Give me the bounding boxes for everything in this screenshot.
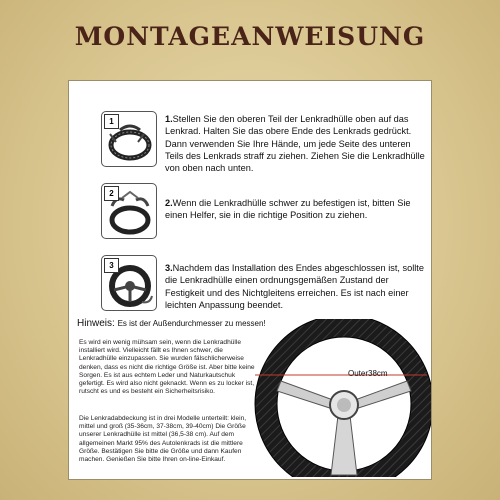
hint-label: Hinweis: [77, 318, 115, 329]
steering-wheel-icon [241, 319, 431, 477]
step-3-text [165, 262, 425, 311]
hint-heading [77, 318, 266, 329]
step-1-text [165, 113, 425, 174]
step-2-text [165, 197, 425, 222]
step-1-number: 1 [104, 114, 119, 129]
page-title: MONTAGEANWEISUNG [74, 22, 426, 51]
step-2-label: 2. [165, 198, 173, 208]
hint-paragraph-2: Die Lenkradabdeckung ist in drei Modelle unterteilt: klein, mittel und groß (35-36cm, 37-38cm, 39-40cm) Die Größe unserer Lenkradhülle ist mittel (36,5-38 cm). Auf dem allgemeinen Markt 95% des Autolenkrads ist die mittlere Größe. Bestätigen Sie bitte die Größe und dann Kaufen machen. Genießen Sie bitte Ihren on-line-Einkauf. [79, 415, 247, 464]
step-1-illustration [101, 111, 157, 167]
step-2-description: Wenn die Lenkradhülle schwer zu befestigen ist, bitten Sie einen Helfer, sie in die richtige Position zu ziehen. [165, 198, 411, 221]
step-3-label: 3. [165, 263, 173, 273]
steering-wheel-illustration [241, 319, 431, 477]
outer-diameter-label: Outer38cm [348, 369, 388, 378]
step-3-description: Nachdem das Installation des Endes abgeschlossen ist, sollte die Lenkradhülle einen ordnungsgemäßen Zustand der Festigkeit und des Nichtgleitens erreichen. Es ist nach einer leichten Anpassung beendet. [165, 263, 424, 310]
hint-paragraph-1: Es wird ein wenig mühsam sein, wenn die Lenkradhülle installiert wird. Vielleicht fällt es Ihnen schwer, die Lenkradhülle einzupassen. Sie wurden fälschlicherweise denken, dass es nicht die richtige Größe ist. Aber bitte keine Sorgen. Es ist aus echtem Leder und Naturkautschuk gefertigt. Es wird also nicht geknackt. Wenn es zu locker ist, rutscht es und es besteht ein Sicherheitsrisiko. [79, 339, 255, 396]
step-3-illustration [101, 255, 157, 311]
hint-measure-note: Es ist der Außendurchmesser zu messen! [117, 319, 266, 328]
step-2-illustration [101, 183, 157, 239]
step-3-number: 3 [104, 258, 119, 273]
instruction-panel [68, 80, 432, 480]
step-2-number: 2 [104, 186, 119, 201]
step-1-label: 1. [165, 114, 173, 124]
step-1-description: Stellen Sie den oberen Teil der Lenkradhülle oben auf das Lenkrad. Halten Sie das obere Ende des Lenkrads gedrückt. Dann verwenden Sie Ihre Hände, um jede Seite des unteren Teils des Lenkrads straff zu ziehen. Ziehen Sie die Lenkradhülle von oben nach unten. [165, 114, 425, 174]
